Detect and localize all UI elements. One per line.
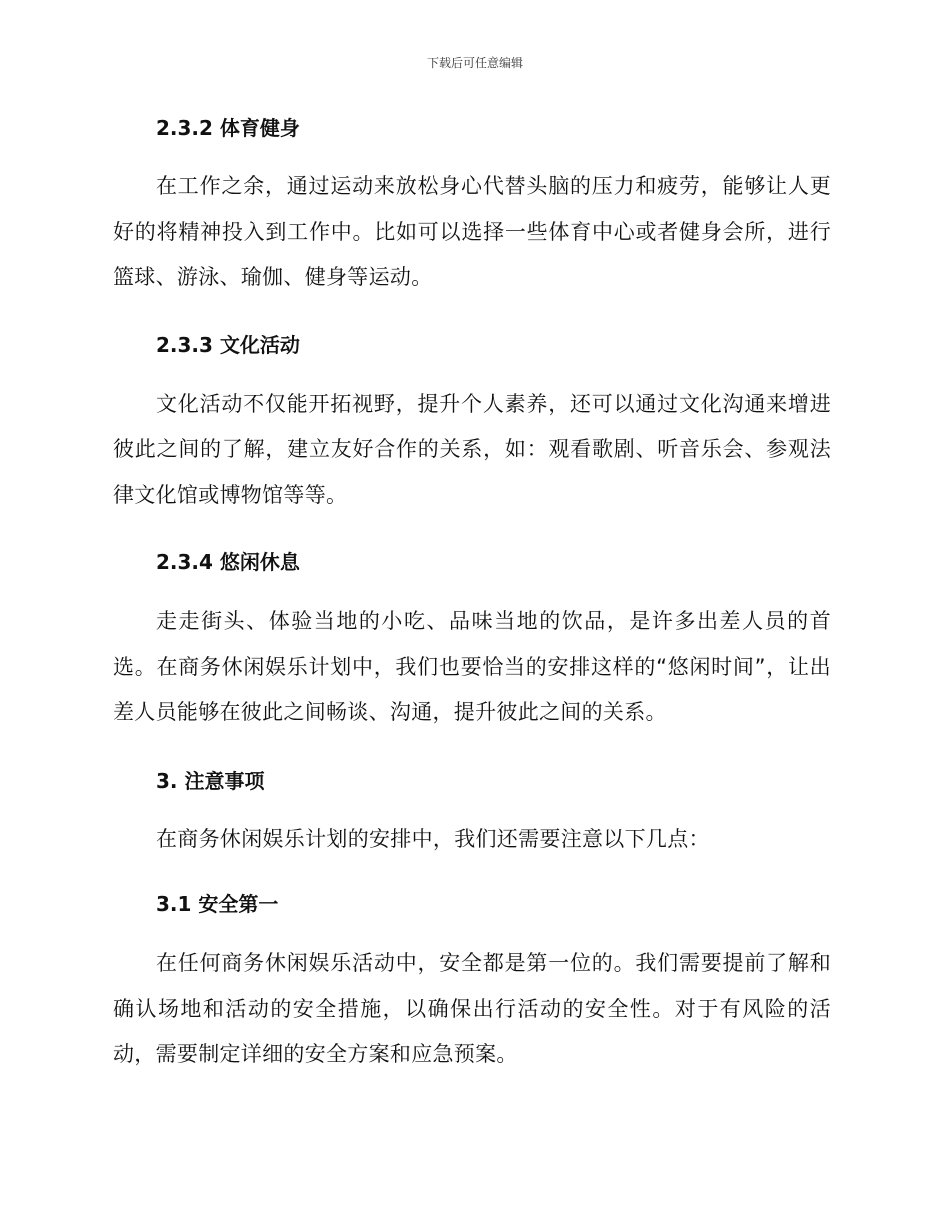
section-heading-2-3-2: 2.3.2 体育健身 — [156, 116, 300, 140]
section-heading-3-1: 3.1 安全第一 — [156, 892, 279, 916]
section-paragraph-2-3-2: 在工作之余，通过运动来放松身心代替头脑的压力和疲劳，能够让人更好的将精神投入到工作中。比如可以选择一些体育中心或者健身会所，进行篮球、游泳、瑜伽、健身等运动。 — [113, 174, 831, 289]
section-paragraph-3-1: 在任何商务休闲娱乐活动中，安全都是第一位的。我们需要提前了解和确认场地和活动的安全措施，以确保出行活动的安全性。对于有风险的活动，需要制定详细的安全方案和应急预案。 — [113, 951, 831, 1066]
section-heading-2-3-4: 2.3.4 悠闲休息 — [156, 550, 300, 574]
section-paragraph-3: 在商务休闲娱乐计划的安排中，我们还需要注意以下几点： — [156, 826, 710, 851]
page-header-note: 下载后可任意编辑 — [426, 56, 523, 70]
section-heading-3: 3. 注意事项 — [156, 768, 265, 793]
document-body — [113, 110, 831, 1078]
section-paragraph-2-3-4: 走走街头、体验当地的小吃、品味当地的饮品，是许多出差人员的首选。在商务休闲娱乐计划中，我们也要恰当的安排这样的“悠闲时间”，让出差人员能够在彼此之间畅谈、沟通，提升彼此之间的关系。 — [113, 609, 831, 724]
section-paragraph-2-3-3: 文化活动不仅能开拓视野，提升个人素养，还可以通过文化沟通来增进彼此之间的了解，建立友好合作的关系，如：观看歌剧、听音乐会、参观法律文化馆或博物馆等等。 — [113, 391, 831, 507]
section-heading-2-3-3: 2.3.3 文化活动 — [156, 332, 300, 357]
